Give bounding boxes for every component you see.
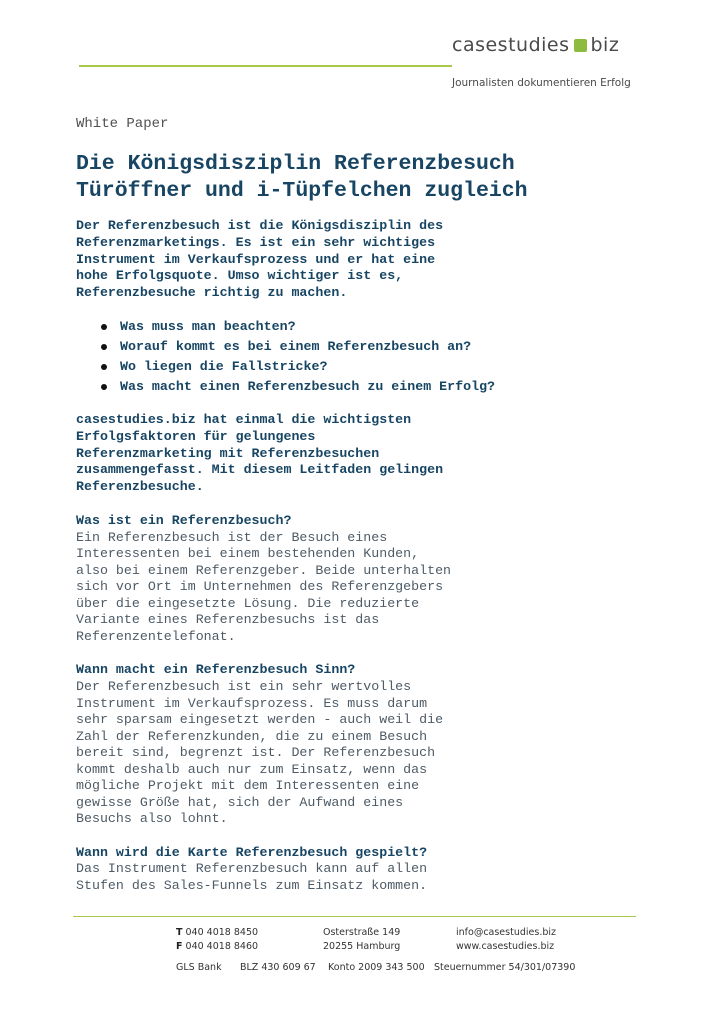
letterhead-brand: [452, 34, 619, 56]
brand-tagline: Journalisten dokumentieren Erfolg: [452, 77, 631, 89]
summary-paragraph: casestudies.biz hat einmal die wichtigsten Erfolgsfaktoren für gelungenes Referenzmarketing mit Referenzbesuchen zusammengefasst. Mit diesem Leitfaden gelingen Referenzbesuche.: [76, 411, 444, 495]
list-item: [98, 317, 666, 337]
section-when-sense: [76, 662, 666, 827]
section-heading: Was ist ein Referenzbesuch?: [76, 512, 292, 528]
list-item-text: Wo liegen die Fallstricke?: [120, 358, 328, 374]
document-body: [76, 116, 666, 894]
footer-street: Osterstraße 149: [323, 927, 401, 938]
footer-tax: Steuernummer 54/301/07390: [434, 962, 576, 973]
footer-rule: [73, 916, 636, 917]
header-rule: [79, 65, 452, 67]
bullet-icon: [101, 364, 107, 370]
fax-number: 040 4018 8460: [185, 941, 259, 952]
list-item-text: Worauf kommt es bei einem Referenzbesuch an?: [120, 338, 472, 354]
list-item-text: Was macht einen Referenzbesuch zu einem Erfolg?: [120, 378, 496, 394]
document-title: [76, 151, 666, 205]
section-body: Das Instrument Referenzbesuch kann auf allen Stufen des Sales-Funnels zum Einsatz kommen.: [76, 861, 428, 893]
footer-bank: GLS Bank: [176, 962, 222, 973]
section-when-played: [76, 845, 666, 895]
list-item: [98, 357, 666, 377]
document-type: White Paper: [76, 116, 169, 132]
title-line-2: Türöffner und i-Tüpfelchen zugleich: [76, 179, 528, 203]
bullet-icon: [101, 324, 107, 330]
footer-phone: [176, 927, 258, 938]
bullet-icon: [101, 344, 107, 350]
list-item: [98, 377, 666, 397]
list-item-text: Was muss man beachten?: [120, 318, 296, 334]
brand-name-right: biz: [590, 34, 620, 56]
footer-konto: Konto 2009 343 500: [328, 962, 425, 973]
footer-fax: [176, 941, 258, 952]
fax-label: F: [176, 941, 183, 952]
section-heading: Wann macht ein Referenzbesuch Sinn?: [76, 662, 356, 678]
question-list: [76, 317, 666, 397]
footer-web: www.casestudies.biz: [456, 941, 555, 952]
footer-blz: BLZ 430 609 67: [240, 962, 316, 973]
list-item: [98, 337, 666, 357]
section-body: Ein Referenzbesuch ist der Besuch eines Interessenten bei einem bestehenden Kunden, also bei einem Referenzgeber. Beide unterhalten sich vor Ort im Unternehmen des Referenzgebers über die eingesetzte Lösung. Die reduzierte Variante eines Referenzbesuchs ist das Referenzentelefonat.: [76, 529, 452, 644]
brand-name-left: casestudies: [452, 34, 570, 56]
footer-email: info@casestudies.biz: [456, 927, 556, 938]
title-line-1: Die Königsdisziplin Referenzbesuch: [76, 152, 515, 176]
section-what-is: [76, 513, 666, 645]
phone-label: T: [176, 927, 183, 938]
phone-number: 040 4018 8450: [185, 927, 259, 938]
footer-city: 20255 Hamburg: [323, 941, 401, 952]
intro-paragraph: Der Referenzbesuch ist die Königsdisziplin des Referenzmarketings. Es ist ein sehr wichtiges Instrument im Verkaufsprozess und er hat eine hohe Erfolgsquote. Umso wichtiger ist es, Referenzbesuche richtig zu machen.: [76, 218, 444, 301]
section-body: Der Referenzbesuch ist ein sehr wertvolles Instrument im Verkaufsprozess. Es muss darum sehr sparsam eingesetzt werden - auch weil die Zahl der Referenzkunden, die zu einem Besuch bereit sind, begrenzt ist. Der Referenzbesuch kommt deshalb auch nur zum Einsatz, wenn das mögliche Projekt mit dem Interessenten eine gewisse Größe hat, sich der Aufwand eines Besuchs also lohnt.: [76, 679, 444, 827]
brand-square-icon: [574, 39, 587, 52]
bullet-icon: [101, 384, 107, 390]
section-heading: Wann wird die Karte Referenzbesuch gespielt?: [76, 844, 428, 860]
